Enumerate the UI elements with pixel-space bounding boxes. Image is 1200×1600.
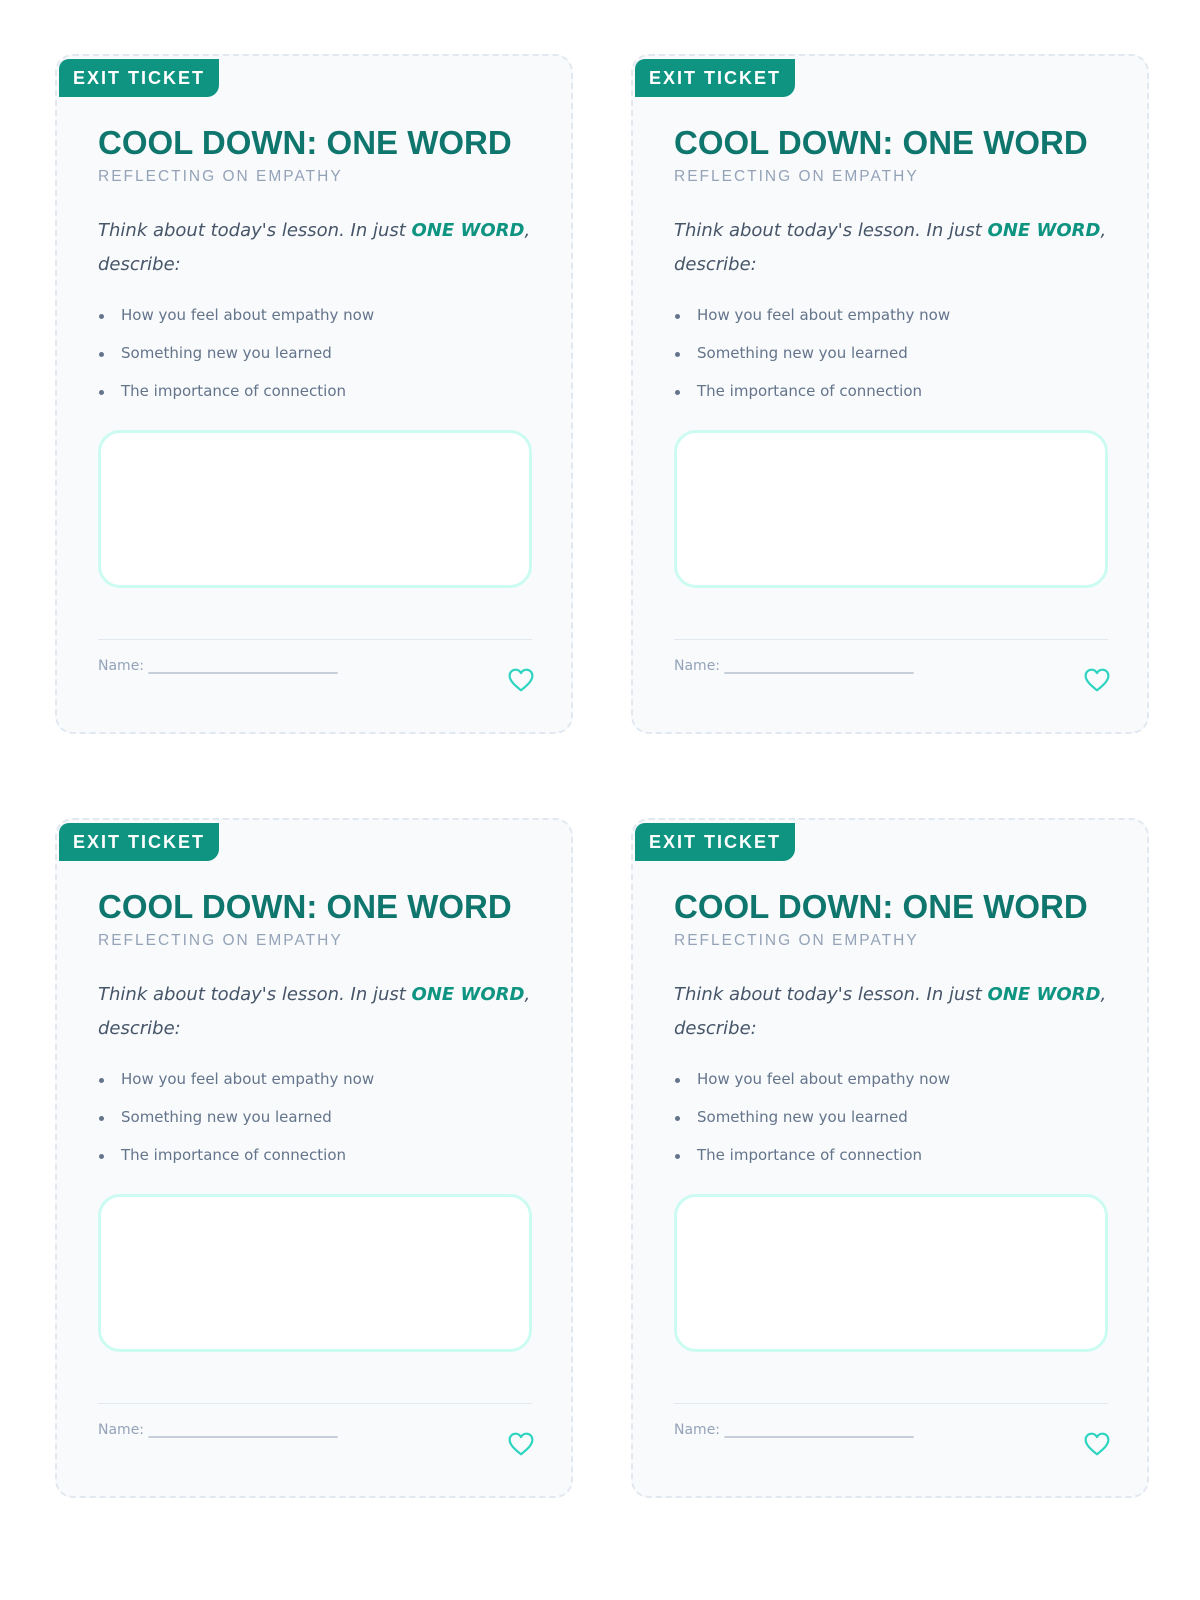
card-title: COOL DOWN: ONE WORD [98, 124, 512, 161]
card-title: COOL DOWN: ONE WORD [98, 888, 512, 925]
heart-icon [1084, 668, 1110, 692]
list-item: The importance of connection [98, 1136, 538, 1174]
list-item: How you feel about empathy now [98, 1060, 538, 1098]
heart-icon [1084, 1432, 1110, 1456]
divider [674, 1403, 1108, 1404]
divider [674, 639, 1108, 640]
name-field[interactable]: Name: ___________________________ [674, 658, 914, 674]
card-subtitle: REFLECTING ON EMPATHY [674, 932, 919, 949]
card-prompt [98, 978, 538, 1046]
exit-ticket-badge: EXIT TICKET [59, 823, 219, 861]
list-item: How you feel about empathy now [98, 296, 538, 334]
card-prompt [674, 978, 1114, 1046]
prompt-text-end: , describe: [98, 984, 531, 1039]
list-item: How you feel about empathy now [674, 296, 1114, 334]
answer-box[interactable] [98, 430, 532, 588]
reflection-list [674, 296, 1114, 410]
prompt-text: Think about today's lesson. In just [674, 220, 988, 241]
name-field[interactable]: Name: ___________________________ [674, 1422, 914, 1438]
answer-box[interactable] [98, 1194, 532, 1352]
prompt-text: Think about today's lesson. In just [674, 984, 988, 1005]
prompt-emphasis: ONE WORD [987, 220, 1101, 241]
list-item: Something new you learned [674, 334, 1114, 372]
name-field[interactable]: Name: ___________________________ [98, 1422, 338, 1438]
list-item: The importance of connection [674, 372, 1114, 410]
exit-ticket-badge: EXIT TICKET [635, 823, 795, 861]
prompt-text: Think about today's lesson. In just [98, 984, 412, 1005]
reflection-list [98, 1060, 538, 1174]
exit-ticket-badge: EXIT TICKET [635, 59, 795, 97]
exit-ticket-badge: EXIT TICKET [59, 59, 219, 97]
card-subtitle: REFLECTING ON EMPATHY [98, 932, 343, 949]
prompt-emphasis: ONE WORD [411, 220, 525, 241]
card-subtitle: REFLECTING ON EMPATHY [674, 168, 919, 185]
prompt-text-end: , describe: [674, 984, 1107, 1039]
prompt-text-end: , describe: [98, 220, 531, 275]
prompt-emphasis: ONE WORD [987, 984, 1101, 1005]
card-prompt [98, 214, 538, 282]
name-field[interactable]: Name: ___________________________ [98, 658, 338, 674]
divider [98, 639, 532, 640]
list-item: Something new you learned [674, 1098, 1114, 1136]
heart-icon [508, 1432, 534, 1456]
list-item: The importance of connection [98, 372, 538, 410]
prompt-emphasis: ONE WORD [411, 984, 525, 1005]
divider [98, 1403, 532, 1404]
answer-box[interactable] [674, 1194, 1108, 1352]
reflection-list [98, 296, 538, 410]
list-item: How you feel about empathy now [674, 1060, 1114, 1098]
reflection-list [674, 1060, 1114, 1174]
list-item: Something new you learned [98, 334, 538, 372]
card-title: COOL DOWN: ONE WORD [674, 888, 1088, 925]
answer-box[interactable] [674, 430, 1108, 588]
card-prompt [674, 214, 1114, 282]
exit-ticket-card [631, 54, 1149, 734]
prompt-text-end: , describe: [674, 220, 1107, 275]
exit-ticket-card [631, 818, 1149, 1498]
prompt-text: Think about today's lesson. In just [98, 220, 412, 241]
card-subtitle: REFLECTING ON EMPATHY [98, 168, 343, 185]
card-title: COOL DOWN: ONE WORD [674, 124, 1088, 161]
exit-ticket-card [55, 818, 573, 1498]
heart-icon [508, 668, 534, 692]
list-item: The importance of connection [674, 1136, 1114, 1174]
list-item: Something new you learned [98, 1098, 538, 1136]
exit-ticket-card [55, 54, 573, 734]
